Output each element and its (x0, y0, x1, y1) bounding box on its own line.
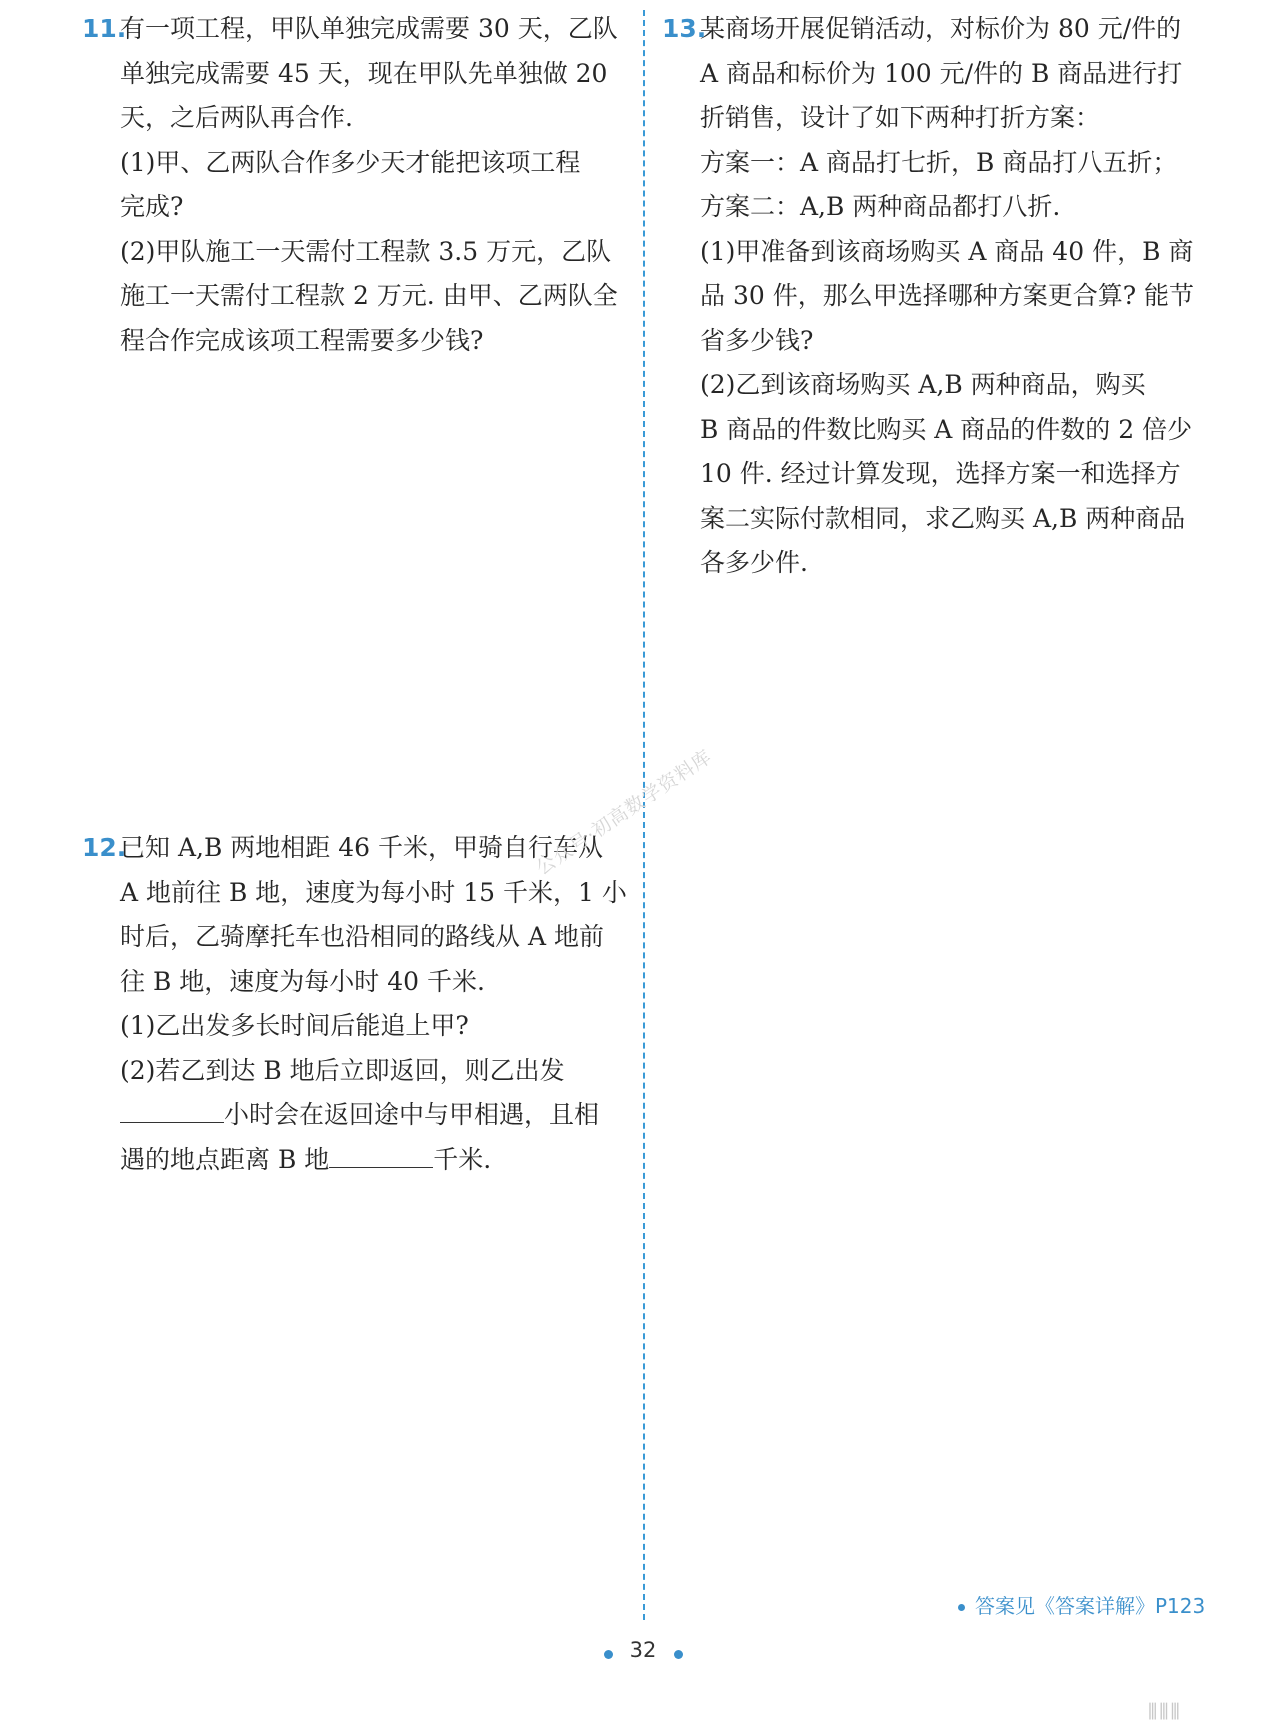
problem-text-line: 10 件. 经过计算发现，选择方案一和选择方 (700, 459, 1181, 488)
page-dot-right-icon (674, 1650, 683, 1659)
problem-text-line: 案二实际付款相同，求乙购买 A,B 两种商品 (700, 503, 1186, 533)
problem-13 (662, 7, 1222, 586)
problem-text-line: A 商品和标价为 100 元/件的 B 商品进行打 (700, 58, 1183, 88)
watermark: 公众号·初高数学资料库 (532, 745, 717, 880)
problem-12 (82, 826, 642, 1182)
problem-text-line: 单独完成需要 45 天，现在甲队先单独做 20 (120, 58, 608, 88)
problem-number: 13. (662, 14, 707, 43)
problem-text-line: 某商场开展促销活动，对标价为 80 元/件的 (700, 14, 1182, 43)
problem-text-line: 有一项工程，甲队单独完成需要 30 天，乙队 (120, 14, 618, 43)
problem-text-line: (2)甲队施工一天需付工程款 3.5 万元，乙队 (120, 236, 612, 266)
problem-text-line: (1)乙出发多长时间后能追上甲? (120, 1011, 469, 1040)
problem-text-line (82, 1138, 642, 1183)
footer-mark: ⫴⫴⫴ (1148, 1700, 1182, 1725)
column-divider (643, 10, 645, 1620)
problem-text-line: 方案二：A,B 两种商品都打八折. (700, 192, 1061, 221)
problem-text-line: 施工一天需付工程款 2 万元. 由甲、乙两队全 (120, 281, 618, 310)
problem-text-line: B 商品的件数比购买 A 商品的件数的 2 倍少 (700, 414, 1193, 444)
problem-text-line: 折销售，设计了如下两种打折方案： (700, 103, 1101, 132)
problem-text-line: 天，之后两队再合作. (120, 103, 353, 132)
problem-11 (82, 7, 642, 363)
problem-text-line: 已知 A,B 两地相距 46 千米，甲骑自行车从 (120, 833, 603, 862)
answer-reference (958, 1590, 1205, 1619)
problem-text-line: 完成? (120, 192, 184, 221)
problem-text-line: (1)甲准备到该商场购买 A 商品 40 件，B 商 (700, 236, 1194, 266)
page-number: 32 (629, 1638, 657, 1662)
problem-number: 12. (82, 833, 127, 862)
answer-reference-text: 答案见《答案详解》P123 (975, 1594, 1206, 1618)
problem-text-line: 各多少件. (700, 548, 808, 577)
blank-suffix-text: 千米. (433, 1144, 492, 1174)
problem-text-line: (1)甲、乙两队合作多少天才能把该项工程 (120, 147, 581, 177)
problem-text-line: 时后，乙骑摩托车也沿相同的路线从 A 地前 (120, 922, 604, 951)
blank-prefix-text: 遇的地点距离 B 地 (120, 1144, 330, 1174)
problem-text-line: (2)若乙到达 B 地后立即返回，则乙出发 (120, 1055, 565, 1085)
problem-text-line: 程合作完成该项工程需要多少钱? (120, 325, 484, 355)
blank-suffix-text: 小时会在返回途中与甲相遇，且相 (224, 1100, 600, 1129)
problem-number: 11. (82, 14, 127, 43)
problem-text-line: 品 30 件，那么甲选择哪种方案更合算? 能节 (700, 281, 1195, 310)
bullet-dot-icon (958, 1604, 965, 1611)
problem-text-line: (2)乙到该商场购买 A,B 两种商品，购买 (700, 370, 1146, 399)
answer-blank[interactable] (329, 1143, 433, 1168)
problem-text-line: 方案一：A 商品打七折，B 商品打八五折； (700, 147, 1178, 177)
problem-text-line: 往 B 地，速度为每小时 40 千米. (120, 966, 485, 996)
problem-text-line: 省多少钱? (700, 325, 814, 355)
problem-text-line (82, 1093, 642, 1138)
answer-blank[interactable] (120, 1098, 224, 1123)
problem-text-line: A 地前往 B 地，速度为每小时 15 千米，1 小 (120, 877, 627, 907)
